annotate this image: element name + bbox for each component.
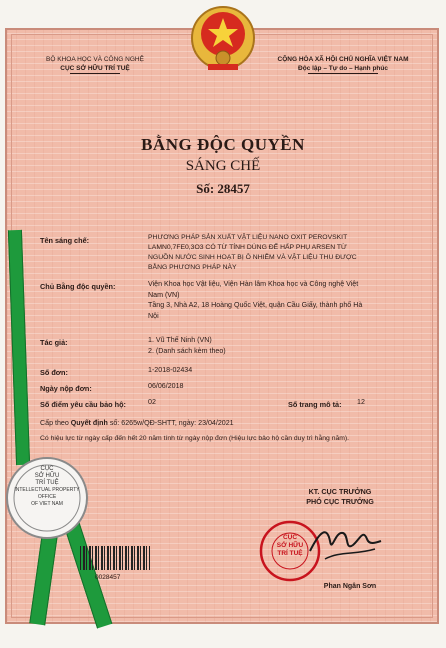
seal-line: TRÍ TUỆ xyxy=(35,480,59,486)
certificate-subtitle: SÁNG CHẾ xyxy=(185,158,261,174)
author-line: 1. Vũ Thế Ninh (VN) xyxy=(148,336,212,344)
barcode-number: 0028457 xyxy=(95,574,121,581)
decision-line xyxy=(40,419,234,427)
description-pages-label: Số trang mô tả: xyxy=(288,400,342,409)
description-pages-value: 12 xyxy=(357,398,365,406)
owner-value xyxy=(148,279,430,321)
signature-title xyxy=(280,487,400,507)
issuer-header xyxy=(30,55,160,74)
seal-line: SỞ HỮU xyxy=(34,473,60,479)
ministry-name: BỘ KHOA HỌC VÀ CÔNG NGHỆ xyxy=(46,56,144,63)
author-value xyxy=(148,335,430,356)
owner-line: Viện Khoa học Vật liệu, Viện Hàn lâm Khoa học và Công nghệ Việt xyxy=(148,280,359,288)
seal-line: INTELLECTUAL PROPERTY xyxy=(14,487,80,493)
signature-scribble-icon xyxy=(305,521,385,566)
barcode xyxy=(80,546,150,570)
application-number-value: 1-2018-02434 xyxy=(148,366,193,374)
seal-line: SỞ HỮU xyxy=(276,542,304,549)
filing-date-label: Ngày nộp đơn: xyxy=(40,384,92,393)
invention-name-line: BẰNG PHƯƠNG PHÁP NÀY xyxy=(148,264,237,271)
validity-note: Có hiệu lực từ ngày cấp đến hết 20 năm tính từ ngày nộp đơn (Hiệu lực bảo hộ cần duy trì hằng năm). xyxy=(40,435,350,442)
signature-title-line: KT. CỤC TRƯỞNG xyxy=(308,487,372,496)
motto: Độc lập – Tự do – Hạnh phúc xyxy=(298,65,388,72)
invention-name-line: PHƯƠNG PHÁP SẢN XUẤT VẬT LIỆU NANO OXIT PEROVSKIT xyxy=(148,234,348,241)
owner-line: Tầng 3, Nhà A2, 18 Hoàng Quốc Việt, quận Cầu Giấy, thành phố Hà xyxy=(148,301,363,309)
national-header xyxy=(258,55,428,74)
seal-line: TRÍ TUỆ xyxy=(277,550,303,557)
application-number-label: Số đơn: xyxy=(40,368,68,377)
seal-line: OFFICE xyxy=(37,494,57,500)
national-emblem-icon xyxy=(188,2,258,76)
seal-line: CỤC xyxy=(40,466,54,472)
invention-name-line: LAMN0,7FE0,3O3 CÓ TỪ TÍNH DÙNG ĐỂ HẤP PHỤ ARSEN TỪ xyxy=(148,244,347,251)
decision-text: số: 6265w/QĐ-SHTT, ngày: 23/04/2021 xyxy=(109,419,234,427)
signature-title-line: PHÓ CỤC TRƯỞNG xyxy=(306,497,374,506)
country-name: CỘNG HÒA XÃ HỘI CHỦ NGHĨA VIỆT NAM xyxy=(277,56,409,63)
invention-name-line: NGUỒN NƯỚC SINH HOẠT BỊ Ô NHIỄM VÀ VẬT LIỆU THU ĐƯỢC xyxy=(148,254,357,261)
owner-line: Nam (VN) xyxy=(148,290,180,299)
claims-value: 02 xyxy=(148,398,156,406)
owner-label: Chủ Bằng độc quyền: xyxy=(40,282,116,291)
invention-name-value xyxy=(148,233,430,273)
decision-prefix: Cấp theo xyxy=(40,419,69,427)
author-line: 2. (Danh sách kèm theo) xyxy=(148,346,226,355)
seal-line: CỤC xyxy=(282,534,298,541)
decision-label: Quyết định xyxy=(70,419,108,427)
embossed-seal-text xyxy=(4,466,90,508)
office-name: CỤC SỞ HỮU TRÍ TUỆ xyxy=(60,65,130,72)
seal-line: OF VIET NAM xyxy=(31,501,63,507)
filing-date-value: 06/06/2018 xyxy=(148,382,184,390)
author-label: Tác giả: xyxy=(40,338,68,347)
claims-label: Số điểm yêu cầu bảo hộ: xyxy=(40,400,126,409)
signer-name: Phan Ngân Sơn xyxy=(323,583,377,590)
certificate-title: BẰNG ĐỘC QUYỀN xyxy=(141,135,305,154)
invention-name-label: Tên sáng chế: xyxy=(40,236,90,245)
owner-line: Nội xyxy=(148,311,159,320)
header-underline xyxy=(70,73,120,74)
header-underline-right xyxy=(308,73,378,74)
certificate-number: Số: 28457 xyxy=(196,181,250,196)
